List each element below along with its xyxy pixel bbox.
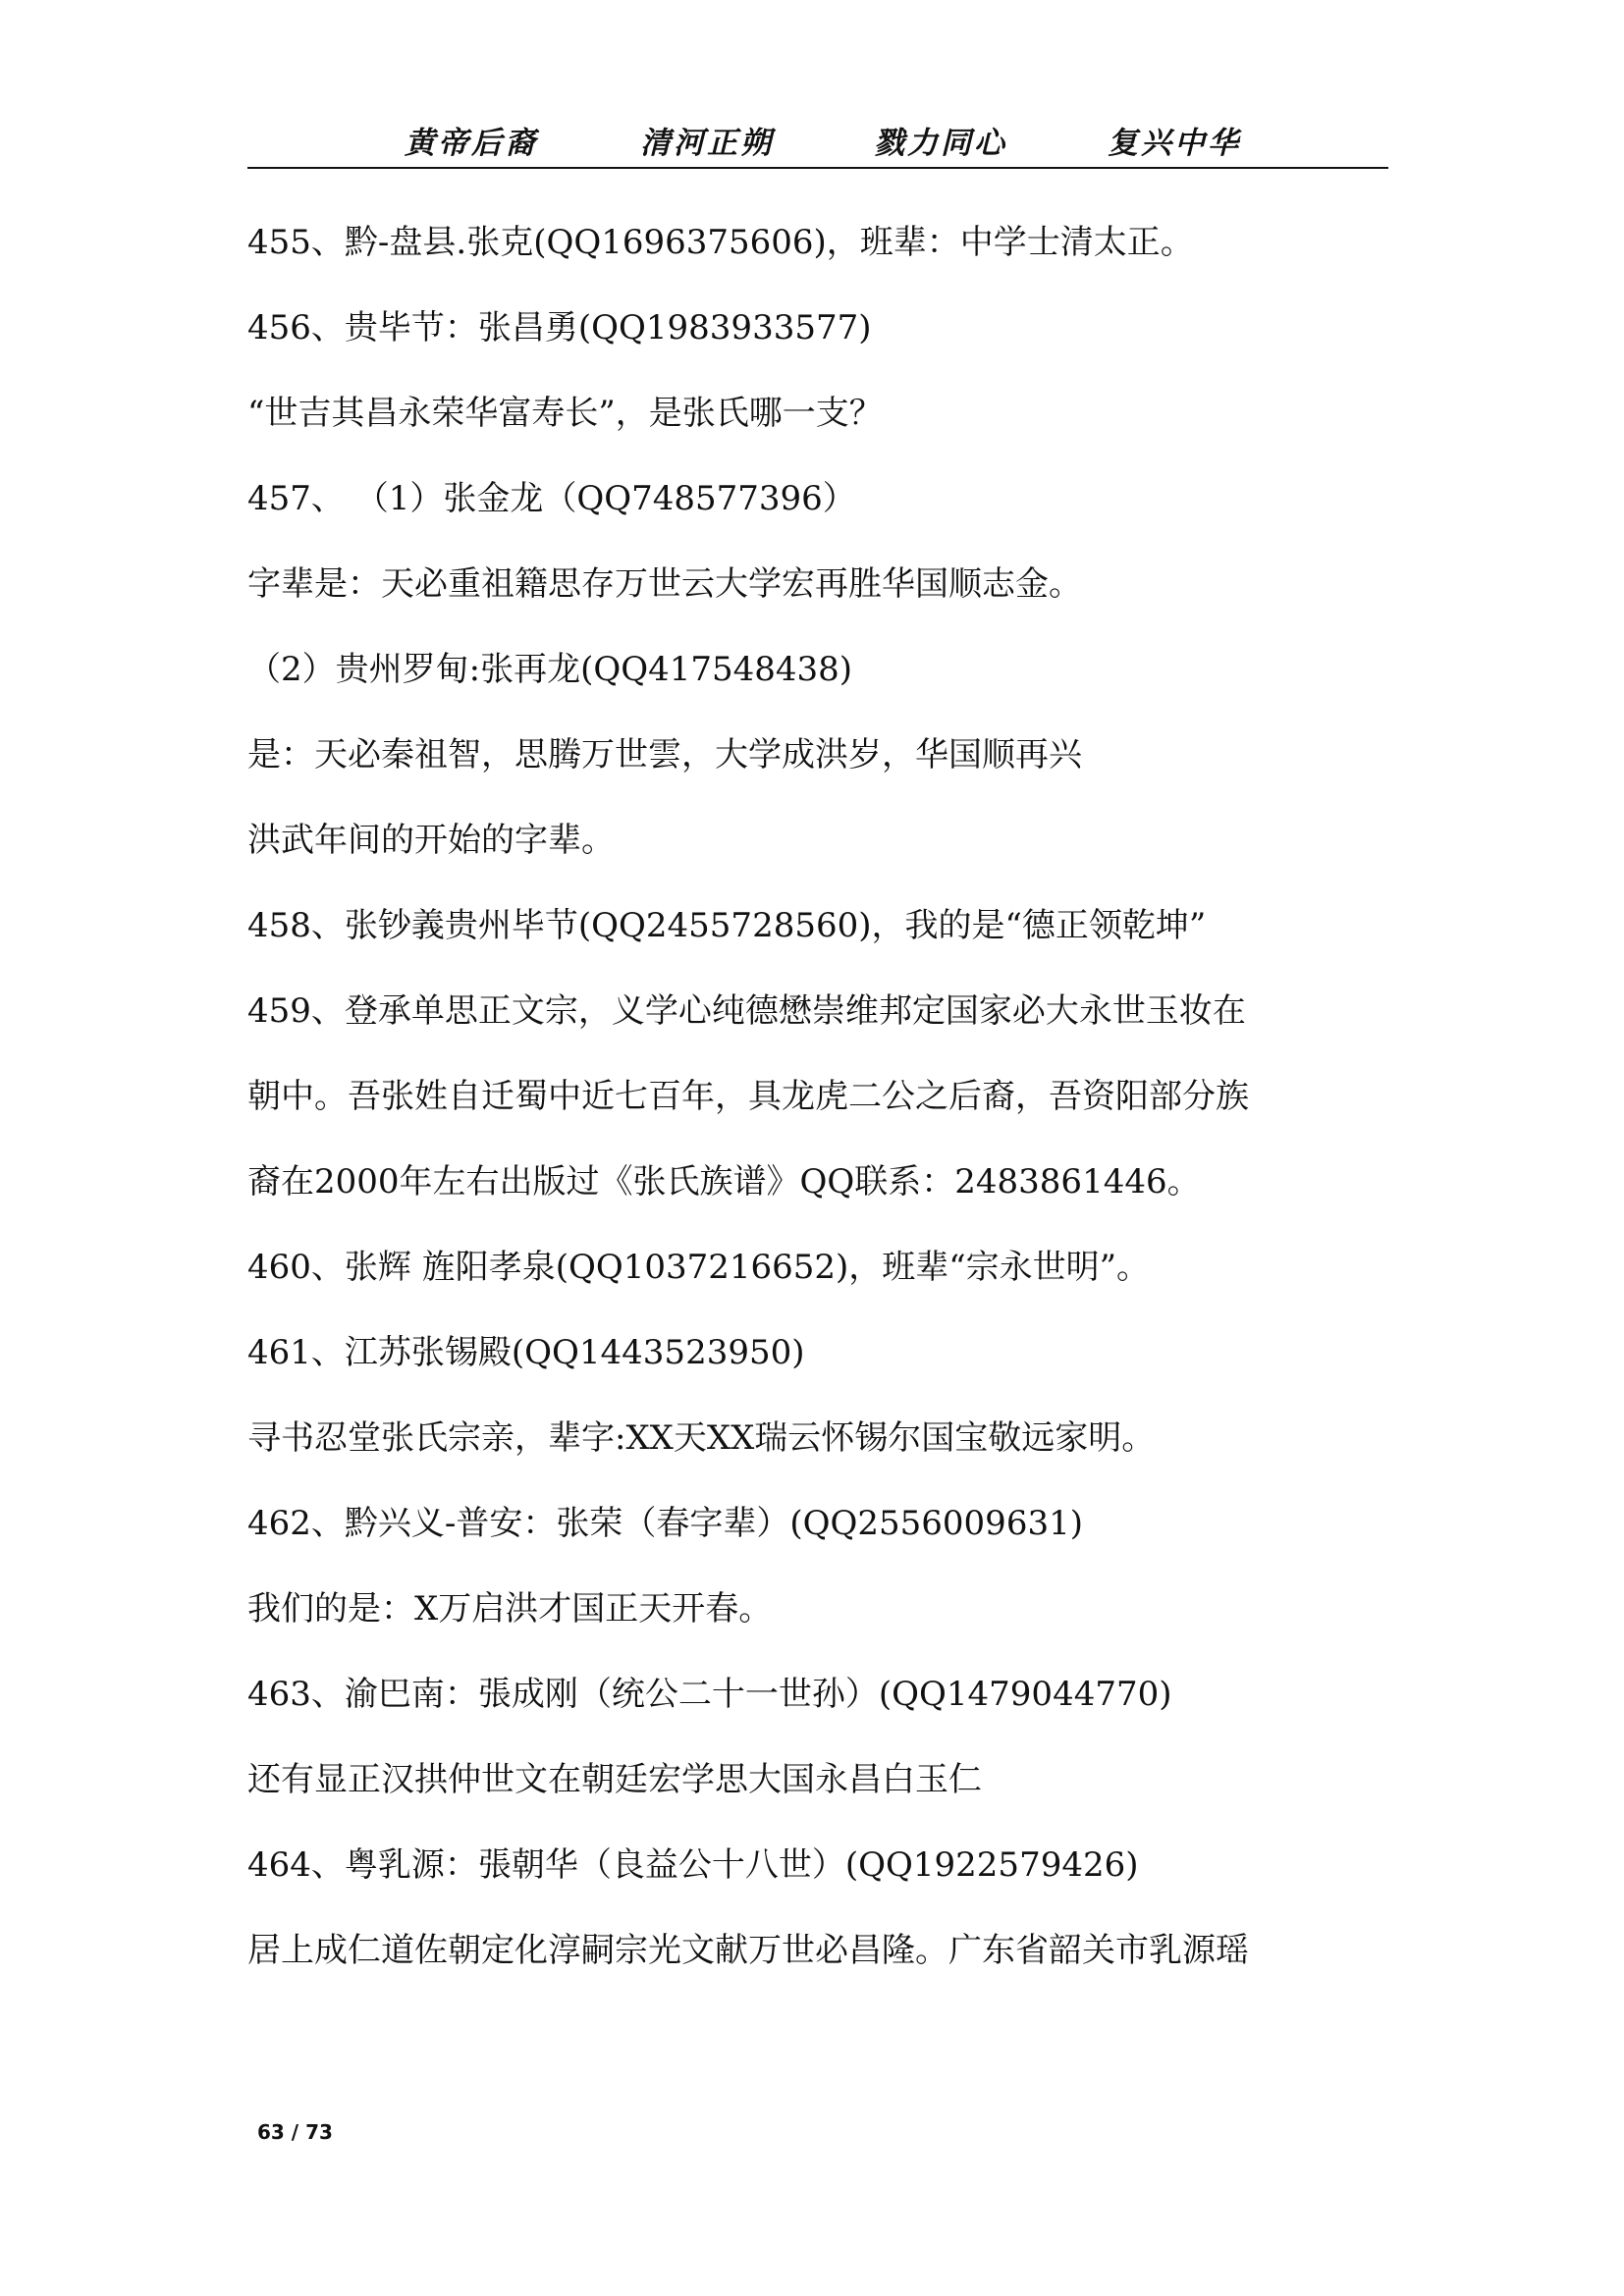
- text-line-20: 464、粤乳源：張朝华（良益公十八世）(QQ1922579426): [247, 1845, 1139, 1885]
- text-line-11: 朝中。吾张姓自迁蜀中近七百年，具龙虎二公之后裔，吾资阳部分族: [247, 1077, 1249, 1116]
- header-motto-1: 黄帝后裔: [405, 126, 538, 161]
- header-motto-4: 复兴中华: [1108, 126, 1241, 161]
- text-line-19: 还有显正汉拱仲世文在朝廷宏学思大国永昌白玉仁: [247, 1760, 982, 1799]
- text-line-13: 460、张辉 旌阳孝泉(QQ1037216652)，班辈“宗永世明”。: [247, 1248, 1151, 1287]
- text-line-12: 裔在2000年左右出版过《张氏族谱》QQ联系：2483861446。: [247, 1162, 1201, 1201]
- text-line-15: 寻书忍堂张氏宗亲，辈字:XX天XX瑞云怀锡尔国宝敬远家明。: [247, 1418, 1156, 1458]
- text-line-21: 居上成仁道佐朝定化淳嗣宗光文献万世必昌隆。广东省韶关市乳源瑶: [247, 1931, 1249, 1970]
- text-line-16: 462、黔兴义-普安：张荣（春字辈）(QQ2556009631): [247, 1504, 1083, 1543]
- page-number: 63 / 73: [257, 2120, 333, 2144]
- page-header: [247, 114, 1388, 169]
- header-motto-3: 戮力同心: [874, 126, 1007, 161]
- text-line-7: 是：天必秦祖智，思腾万世雲，大学成洪岁，华国顺再兴: [247, 735, 1082, 774]
- text-line-10: 459、登承单思正文宗，义学心纯德懋崇维邦定国家必大永世玉妆在: [247, 991, 1246, 1031]
- text-line-2: 456、贵毕节：张昌勇(QQ1983933577): [247, 308, 872, 347]
- text-line-6: （2）贵州罗甸:张再龙(QQ417548438): [247, 650, 853, 689]
- text-line-18: 463、渝巴南：張成刚（统公二十一世孙）(QQ1479044770): [247, 1675, 1172, 1714]
- text-line-1: 455、黔-盘县.张克(QQ1696375606)，班辈：中学士清太正。: [247, 223, 1194, 262]
- header-motto-2: 清河正朔: [640, 126, 774, 161]
- document-body: [247, 211, 1401, 2004]
- text-line-3: “世吉其昌永荣华富寿长”，是张氏哪一支？: [247, 394, 883, 433]
- text-line-14: 461、江苏张锡殿(QQ1443523950): [247, 1333, 805, 1372]
- text-line-5: 字辈是：天必重祖籍思存万世云大学宏再胜华国顺志金。: [247, 564, 1082, 604]
- text-line-4: 457、 （1）张金龙（QQ748577396）: [247, 479, 856, 518]
- text-line-17: 我们的是：X万启洪才国正天开春。: [247, 1589, 773, 1629]
- text-line-9: 458、张钞義贵州毕节(QQ2455728560)，我的是“德正领乾坤”: [247, 906, 1207, 945]
- text-line-8: 洪武年间的开始的字辈。: [247, 821, 615, 860]
